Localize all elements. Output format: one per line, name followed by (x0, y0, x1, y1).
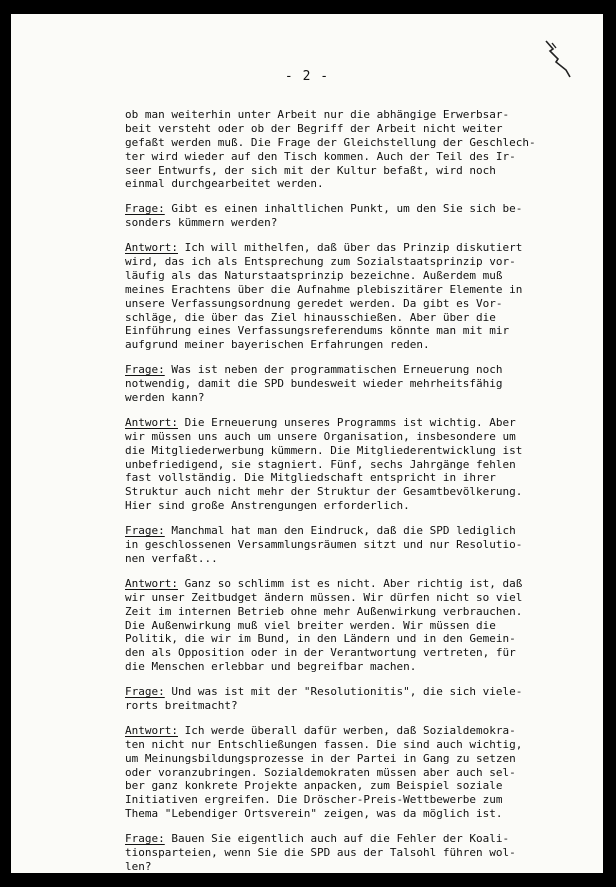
line-text: meines Erachtens über die Aufnahme plebiszitärer Elemente in (125, 282, 523, 296)
line-text: die Menschen erlebbar und begreifbar machen. (125, 660, 417, 674)
text-line (125, 311, 571, 325)
text-line (125, 632, 571, 646)
answer-label: Antwort: (125, 723, 178, 737)
page-number: - 2 - (284, 69, 330, 84)
line-text: Ganz so schlimm ist es nicht. Aber richtig ist, daß (177, 576, 523, 590)
text-line (125, 793, 571, 807)
line-text: wird, das ich als Entsprechung zum Sozialstaatsprinzip vor- (125, 255, 516, 269)
line-text: oder voranzubringen. Sozialdemokraten müssen aber auch sel- (125, 765, 516, 779)
line-text: Politik, die wir im Bund, in den Ländern und in den Gemein- (125, 632, 516, 646)
text-line (125, 605, 571, 619)
answer-paragraph (125, 724, 571, 821)
line-text: Die Außenwirkung muß viel breiter werden. Wir müssen die (125, 618, 496, 632)
text-line (125, 499, 571, 513)
text-line (125, 324, 571, 338)
answer-paragraph (125, 241, 571, 352)
question-paragraph (125, 363, 571, 405)
line-text: ter wird wieder auf den Tisch kommen. Auch der Teil des Ir- (125, 149, 516, 163)
line-text: wir unser Zeitbudget ändern müssen. Wir dürfen nicht so viel (125, 590, 523, 604)
question-label: Frage: (125, 202, 165, 216)
question-paragraph (125, 524, 571, 566)
text-line (125, 660, 571, 674)
text-line (125, 738, 571, 752)
text-line (125, 458, 571, 472)
text-line (125, 724, 571, 738)
text-line (125, 485, 571, 499)
line-text: schläge, die über das Ziel hinausschießen. Aber über die (125, 310, 496, 324)
line-text: fast vollständig. Die Mitgliedschaft entspricht in ihrer (125, 471, 496, 485)
text-line (125, 807, 571, 821)
text-line (125, 391, 571, 405)
text-line (125, 241, 571, 255)
answer-paragraph (125, 416, 571, 513)
text-line (125, 699, 571, 713)
text-line (125, 471, 571, 485)
line-text: ob man weiterhin unter Arbeit nur die abhängige Erwerbsar- (125, 108, 510, 121)
line-text: Thema "Lebendiger Ortsverein" zeigen, was da möglich ist. (125, 807, 503, 821)
text-line (125, 164, 571, 178)
text-line (125, 416, 571, 430)
text-line (125, 122, 571, 136)
text-line (125, 752, 571, 766)
line-text: tionsparteien, wenn Sie die SPD aus der Talsohl führen wol- (125, 845, 516, 859)
text-line (125, 591, 571, 605)
line-text: Was ist neben der programmatischen Erneuerung noch (164, 363, 503, 377)
text-line (125, 685, 571, 699)
text-line (125, 216, 571, 230)
line-text: rorts breitmacht? (125, 698, 238, 712)
line-text: notwendig, damit die SPD bundesweit wieder mehrheitsfähig (125, 377, 503, 391)
line-text: Ich will mithelfen, daß über das Prinzip diskutiert (177, 241, 523, 255)
question-paragraph (125, 832, 571, 873)
text-line (125, 619, 571, 633)
text-line (125, 202, 571, 216)
line-text: Initiativen ergreifen. Die Dröscher-Preis-Wettbewerbe zum (125, 793, 503, 807)
line-text: die Mitgliederwerbung kümmern. Die Mitgliederentwicklung ist (125, 443, 523, 457)
text-line (125, 108, 571, 122)
line-text: Manchmal hat man den Eindruck, daß die SPD lediglich (164, 524, 516, 538)
text-line (125, 150, 571, 164)
line-text: Hier sind große Anstrengungen erforderlich. (125, 499, 410, 513)
question-label: Frage: (125, 832, 165, 846)
text-line (125, 377, 571, 391)
line-text: nen verfaßt... (125, 551, 218, 565)
question-paragraph (125, 202, 571, 230)
line-text: Und was ist mit der "Resolutionitis", die sich viele- (164, 685, 523, 699)
text-line (125, 779, 571, 793)
text-line (125, 136, 571, 150)
line-text: werden kann? (125, 391, 205, 405)
line-text: um Meinungsbildungsprozesse in der Partei in Gang zu setzen (125, 751, 516, 765)
line-text: beit versteht oder ob der Begriff der Arbeit nicht weiter (125, 121, 503, 135)
line-text: sonders kümmern werden? (125, 216, 278, 230)
line-text: einmal durchgearbeitet werden. (125, 177, 324, 191)
line-text: gefaßt werden muß. Die Frage der Gleichstellung der Geschlech- (125, 135, 536, 149)
text-line (125, 430, 571, 444)
line-text: aufgrund meiner bayerischen Erfahrungen reden. (125, 338, 430, 352)
document-body (125, 108, 571, 873)
text-line (125, 338, 571, 352)
line-text: läufig als das Naturstaatsprinzip bezeichne. Außerdem muß (125, 268, 503, 282)
text-line (125, 524, 571, 538)
line-text: in geschlossenen Versammlungsräumen sitzt und nur Resolutio- (125, 538, 523, 552)
text-line (125, 846, 571, 860)
text-line (125, 177, 571, 191)
line-text: Ich werde überall dafür werben, daß Sozialdemokra- (177, 723, 516, 737)
question-label: Frage: (125, 524, 165, 538)
question-paragraph (125, 685, 571, 713)
line-text: len? (125, 859, 152, 873)
line-text: unbefriedigend, sie stagniert. Fünf, sechs Jahrgänge fehlen (125, 457, 516, 471)
text-line (125, 269, 571, 283)
line-text: unsere Verfassungsordnung geredet werden. Da gibt es Vor- (125, 296, 503, 310)
text-line (125, 363, 571, 377)
answer-paragraph (125, 577, 571, 674)
text-line (125, 860, 571, 873)
document-page (11, 14, 603, 873)
text-line (125, 832, 571, 846)
text-line (125, 552, 571, 566)
line-text: wir müssen uns auch um unsere Organisation, insbesondere um (125, 429, 516, 443)
text-line (125, 444, 571, 458)
text-line (125, 255, 571, 269)
text-line (125, 646, 571, 660)
line-text: Zeit im internen Betrieb ohne mehr Außenwirkung verbrauchen. (125, 604, 523, 618)
text-line (125, 766, 571, 780)
line-text: Struktur auch nicht mehr der Struktur der Gesamtbevölkerung. (125, 485, 523, 499)
text-line (125, 577, 571, 591)
line-text: ten nicht nur Entschließungen fassen. Die sind auch wichtig, (125, 737, 523, 751)
line-text: Die Erneuerung unseres Programms ist wichtig. Aber (177, 415, 516, 429)
answer-label: Antwort: (125, 241, 178, 255)
answer-label: Antwort: (125, 576, 178, 590)
text-line (125, 297, 571, 311)
text-line (125, 538, 571, 552)
answer-label: Antwort: (125, 415, 178, 429)
question-label: Frage: (125, 363, 165, 377)
line-text: Gibt es einen inhaltlichen Punkt, um den Sie sich be- (164, 202, 523, 216)
line-text: Bauen Sie eigentlich auch auf die Fehler der Koali- (164, 832, 510, 846)
line-text: den als Opposition oder in der Verantwortung vertreten, für (125, 646, 516, 660)
text-line (125, 283, 571, 297)
text-paragraph (125, 108, 571, 191)
line-text: Einführung eines Verfassungsreferendums könnte man mit mir (125, 324, 510, 338)
line-text: ber ganz konkrete Projekte anpacken, zum Beispiel soziale (125, 779, 503, 793)
line-text: seer Entwurfs, der sich mit der Kultur befaßt, wird noch (125, 163, 496, 177)
question-label: Frage: (125, 685, 165, 699)
